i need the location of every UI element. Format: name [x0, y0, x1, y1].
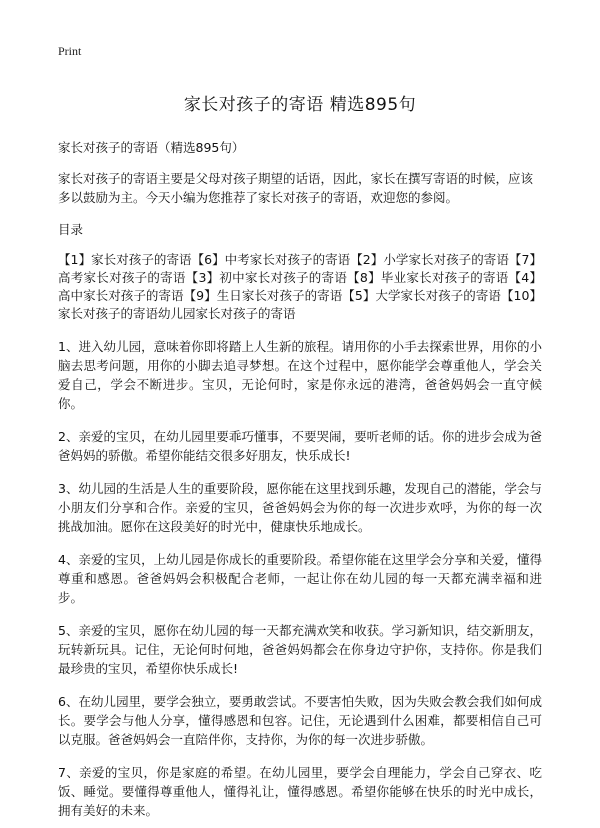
toc-item[interactable]: 【4】高中家长对孩子的寄语 [58, 270, 542, 303]
body-paragraph: 3、幼儿园的生活是人生的重要阶段，愿你能在这里找到乐趣，发现自己的潜能，学会与小朋友们分享和合作。亲爱的宝贝，爸爸妈妈会为你的每一次进步欢呼，为你的每一次挑战加油。愿你在这段美好的时光中，健康快乐地成长。 [58, 481, 542, 534]
toc-item[interactable]: 【5】大学家长对孩子的寄语 [342, 288, 501, 303]
toc-item[interactable]: 【3】初中家长对孩子的寄语 [185, 270, 348, 285]
toc-item[interactable]: 【7】高考家长对孩子的寄语 [58, 252, 542, 285]
spacer [58, 44, 542, 56]
toc-heading: 目录 [58, 222, 84, 237]
toc-item[interactable]: 【2】小学家长对孩子的寄语 [350, 252, 509, 267]
toc-item[interactable]: 【1】家长对孩子的寄语 [58, 252, 192, 267]
toc-item[interactable]: 【9】生日家长对孩子的寄语 [183, 288, 343, 303]
body-paragraph: 2、亲爱的宝贝，在幼儿园里要乖巧懂事，不要哭闹，要听老师的话。你的进步会成为爸爸妈妈的骄傲。希望你能结交很多好朋友，快乐成长! [58, 429, 542, 463]
toc-item[interactable]: 【8】毕业家长对孩子的寄语 [347, 270, 509, 285]
print-link[interactable]: Print [58, 44, 82, 58]
body-paragraph: 6、在幼儿园里，要学会独立，要勇敢尝试。不要害怕失败，因为失败会教会我们如何成长。要学会与他人分享，懂得感恩和包容。记住，无论遇到什么困难，都要相信自己可以克服。爸爸妈妈会一直陪伴你，支持你，为你的每一次进步骄傲。 [58, 694, 542, 747]
document-subtitle: 家长对孩子的寄语（精选895句） [58, 140, 245, 155]
table-of-contents [58, 251, 542, 323]
body-paragraph: 5、亲爱的宝贝，愿你在幼儿园的每一天都充满欢笑和收获。学习新知识，结交新朋友，玩转新玩具。记住，无论何时何地，爸爸妈妈都会在你身边守护你，支持你。你是我们最珍贵的宝贝，希望你快乐成长! [58, 623, 542, 676]
body-paragraph: 4、亲爱的宝贝，上幼儿园是你成长的重要阶段。希望你能在这里学会分享和关爱，懂得尊重和感恩。爸爸妈妈会积极配合老师，一起让你在幼儿园的每一天都充满幸福和进步。 [58, 552, 542, 605]
toc-item[interactable]: 【10】家长对孩子的寄语幼儿园家长对孩子的寄语 [58, 288, 542, 321]
page-title: 家长对孩子的寄语 精选895句 [183, 95, 417, 115]
body-paragraph: 1、进入幼儿园，意味着你即将踏上人生新的旅程。请用你的小手去探索世界，用你的小脑去思考问题，用你的小脚去追寻梦想。在这个过程中，愿你能学会尊重他人，学会关爱自己，学会不断进步。宝贝，无论何时，家是你永远的港湾，爸爸妈妈会一直守候你。 [58, 339, 542, 411]
intro-paragraph: 家长对孩子的寄语主要是父母对孩子期望的话语，因此，家长在撰写寄语的时候，应该多以鼓励为主。今天小编为您推荐了家长对孩子的寄语，欢迎您的参阅。 [58, 171, 534, 205]
toc-item[interactable]: 【6】中考家长对孩子的寄语 [191, 252, 351, 267]
body-paragraph: 7、亲爱的宝贝，你是家庭的希望。在幼儿园里，要学会自理能力，学会自己穿衣、吃饭、睡觉。要懂得尊重他人，懂得礼让，懂得感恩。希望你能够在快乐的时光中成长，拥有美好的未来。 [58, 765, 542, 818]
